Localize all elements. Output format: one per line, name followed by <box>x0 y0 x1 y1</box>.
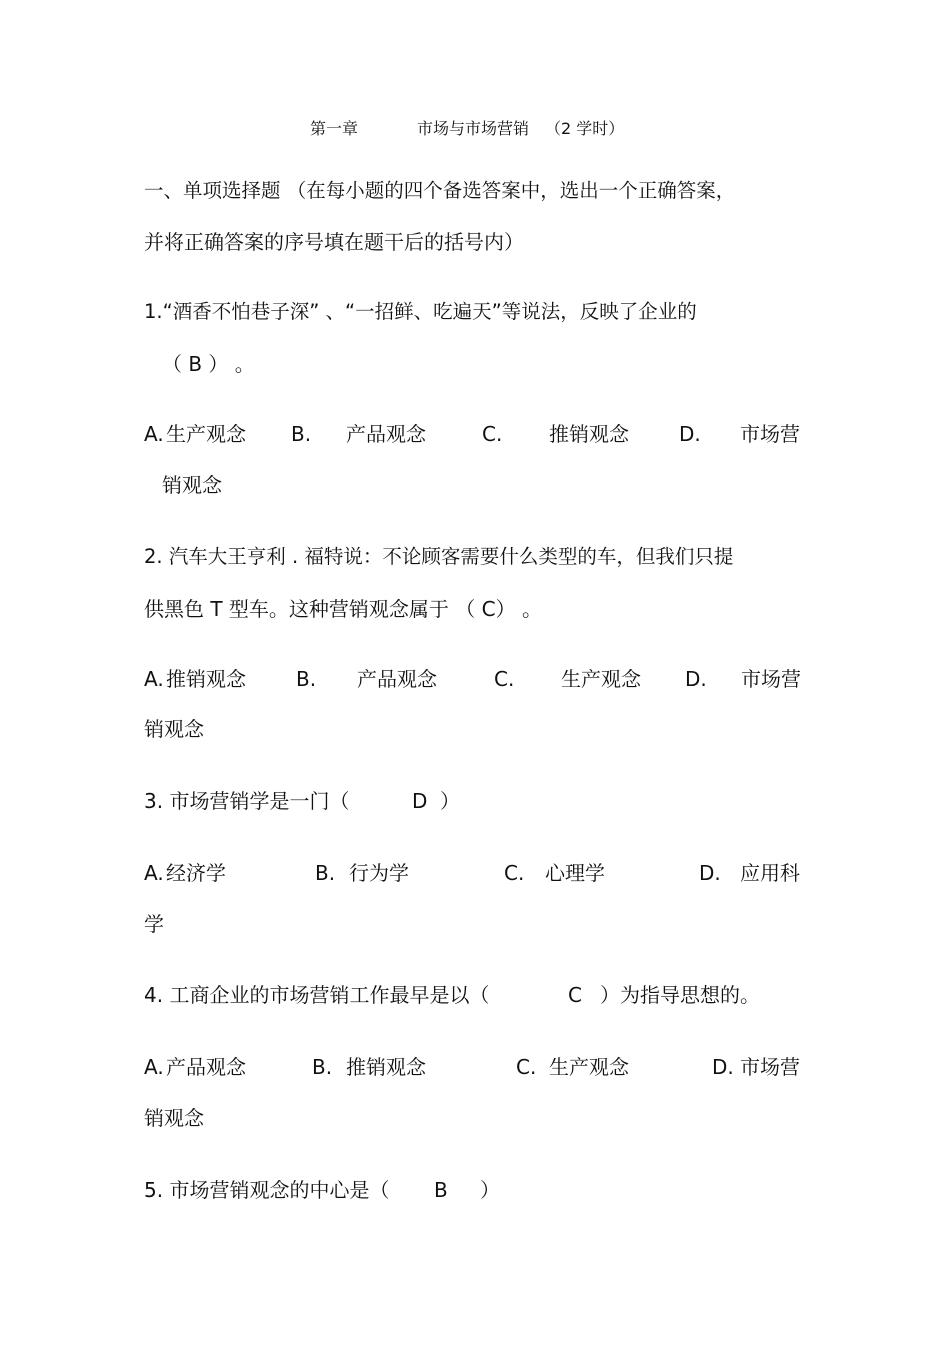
option-b-letter: B. <box>291 422 312 446</box>
option-d-letter: D. <box>699 861 721 885</box>
option-b-letter: B. <box>296 667 317 691</box>
question-4-prefix: 4. 工商企业的市场营销工作最早是以（ <box>144 983 490 1007</box>
section-heading-line1: 一、单项选择题 （在每小题的四个备选答案中，选出一个正确答案， <box>144 179 736 202</box>
section-heading-line2: 并将正确答案的序号填在题干后的括号内） <box>144 230 524 254</box>
question-3-suffix: ） <box>440 789 460 813</box>
option-c-letter: C. <box>504 861 525 885</box>
question-1-option-wrap: 销观念 <box>162 473 222 497</box>
question-2-stem-line1: 2. 汽车大王亨利 . 福特说：不论顾客需要什么类型的车，但我们只提 <box>144 545 734 568</box>
question-5-suffix: ） <box>480 1178 500 1202</box>
question-3-stem <box>144 789 544 813</box>
question-4-option-wrap: 销观念 <box>144 1106 204 1130</box>
option-a-text: 推销观念 <box>166 667 246 691</box>
option-a-letter: A. <box>144 667 164 691</box>
option-b-text: 行为学 <box>349 861 409 885</box>
question-5-answer: B <box>434 1178 448 1202</box>
option-b-text: 推销观念 <box>346 1055 426 1079</box>
chapter-number: 第一章 <box>310 119 359 138</box>
option-d-text: 市场营 <box>740 1055 800 1079</box>
option-a-letter: A. <box>144 861 164 885</box>
question-3-options <box>144 861 824 885</box>
option-c-text: 生产观念 <box>549 1055 629 1079</box>
question-4-options <box>144 1055 824 1079</box>
question-1-stem-line2: （ B ） 。 <box>162 352 255 376</box>
question-3-option-wrap: 学 <box>144 912 164 936</box>
option-a-text: 产品观念 <box>166 1055 246 1079</box>
option-d-letter: D. <box>685 667 707 691</box>
question-2-options <box>144 667 824 691</box>
option-c-letter: C. <box>494 667 515 691</box>
question-4-stem <box>144 983 824 1007</box>
option-a-text: 经济学 <box>166 861 226 885</box>
question-3-answer: D <box>412 789 428 813</box>
option-d-letter: D. <box>679 422 701 446</box>
chapter-hours: （2 学时） <box>545 119 625 138</box>
question-2-stem-line2: 供黑色 T 型车。这种营销观念属于 （ C） 。 <box>144 597 542 621</box>
question-1-stem-line1: 1.“酒香不怕巷子深” 、“一招鲜、吃遍天”等说法，反映了企业的 <box>144 300 697 323</box>
option-a-letter: A. <box>144 1055 164 1079</box>
option-d-letter: D. <box>712 1055 734 1079</box>
question-2-option-wrap: 销观念 <box>144 717 204 741</box>
option-c-letter: C. <box>516 1055 537 1079</box>
question-5-prefix: 5. 市场营销观念的中心是（ <box>144 1178 390 1202</box>
option-b-letter: B. <box>312 1055 333 1079</box>
option-c-text: 推销观念 <box>549 422 629 446</box>
option-c-text: 生产观念 <box>561 667 641 691</box>
question-3-prefix: 3. 市场营销学是一门（ <box>144 789 350 813</box>
option-b-letter: B. <box>315 861 336 885</box>
question-1-options <box>144 422 824 446</box>
question-5-stem <box>144 1178 544 1202</box>
question-4-suffix: ）为指导思想的。 <box>600 983 760 1007</box>
option-c-text: 心理学 <box>545 861 605 885</box>
option-d-text: 市场营 <box>740 422 800 446</box>
option-c-letter: C. <box>482 422 503 446</box>
option-b-text: 产品观念 <box>346 422 426 446</box>
option-d-text: 市场营 <box>741 667 801 691</box>
option-a-text: 生产观念 <box>166 422 246 446</box>
chapter-name: 市场与市场营销 <box>417 119 530 138</box>
option-a-letter: A. <box>144 422 164 446</box>
option-d-text: 应用科 <box>740 861 800 885</box>
question-4-answer: C <box>568 983 582 1007</box>
option-b-text: 产品观念 <box>357 667 437 691</box>
